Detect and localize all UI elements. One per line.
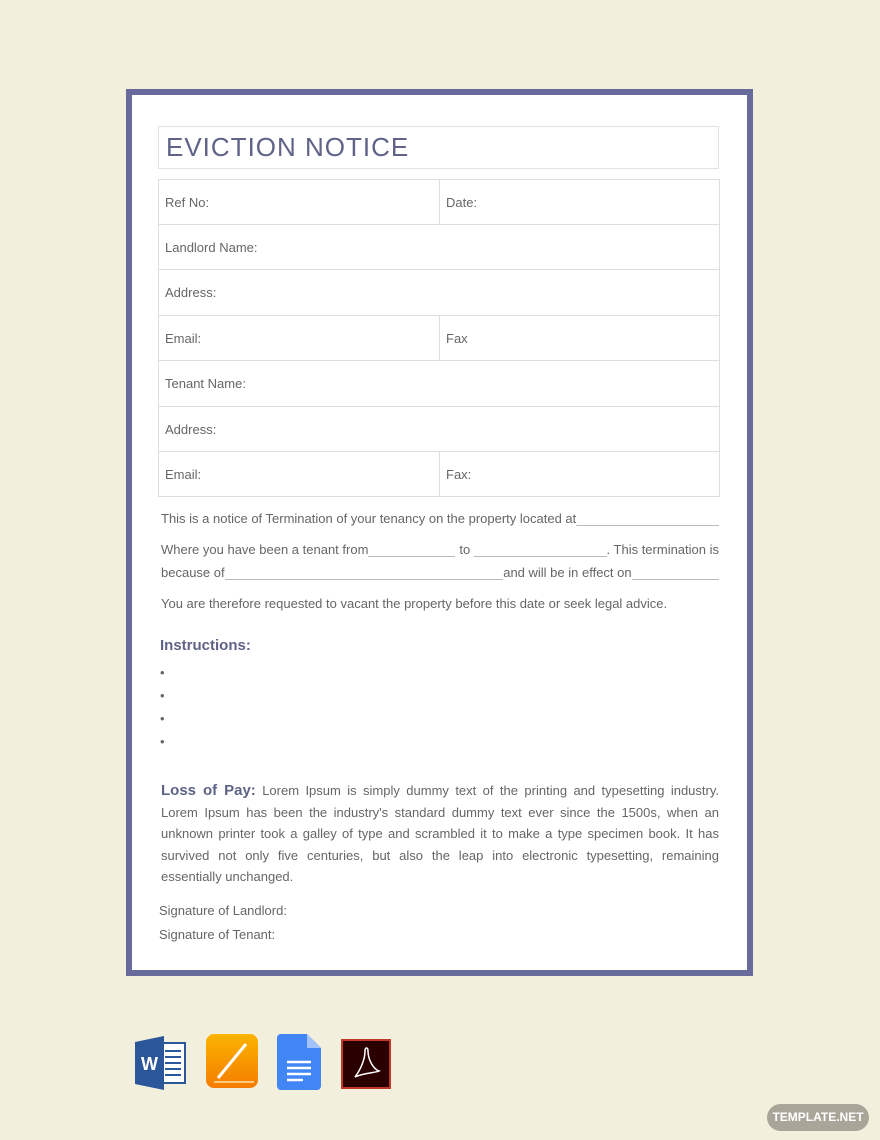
p2d-text: because of bbox=[161, 565, 225, 580]
p2e-text: and will be in effect on bbox=[503, 565, 632, 580]
paragraph-2-line-2 bbox=[161, 563, 719, 583]
paragraph-3: You are therefore requested to vacant the property before this date or seek legal advice. bbox=[161, 596, 668, 611]
landlord-fax-field[interactable]: Fax bbox=[440, 316, 720, 361]
landlord-name-field[interactable]: Landlord Name: bbox=[159, 225, 720, 270]
landlord-signature[interactable]: Signature of Landlord: bbox=[159, 903, 287, 918]
effective-date-blank[interactable] bbox=[632, 564, 719, 580]
landlord-address-field[interactable]: Address: bbox=[159, 270, 720, 316]
paragraph-2-line-1 bbox=[161, 540, 719, 560]
google-docs-icon[interactable] bbox=[277, 1034, 321, 1090]
p1-text: This is a notice of Termination of your tenancy on the property located at bbox=[161, 511, 577, 526]
loss-of-pay-label: Loss of Pay: bbox=[161, 782, 256, 799]
loss-of-pay-paragraph bbox=[161, 780, 719, 888]
ref-field[interactable]: Ref No: bbox=[159, 180, 440, 225]
word-icon[interactable] bbox=[135, 1034, 187, 1090]
bullet: • bbox=[160, 665, 165, 680]
p2b-text: to bbox=[459, 542, 471, 557]
tenant-name-field[interactable]: Tenant Name: bbox=[159, 361, 720, 407]
to-blank[interactable] bbox=[474, 541, 606, 557]
tenant-fax-field[interactable]: Fax: bbox=[440, 452, 720, 497]
instructions-heading: Instructions: bbox=[160, 637, 251, 654]
details-table bbox=[158, 179, 720, 497]
pdf-icon[interactable] bbox=[341, 1039, 391, 1089]
bullet: • bbox=[160, 734, 165, 749]
svg-text:W: W bbox=[141, 1054, 158, 1074]
property-blank[interactable] bbox=[576, 510, 719, 526]
tenant-signature[interactable]: Signature of Tenant: bbox=[159, 927, 276, 942]
bullet: • bbox=[160, 688, 165, 703]
bullet: • bbox=[160, 711, 165, 726]
pages-icon[interactable] bbox=[206, 1034, 258, 1088]
p2c-text: . This termination is bbox=[606, 542, 719, 557]
from-blank[interactable] bbox=[368, 541, 455, 557]
landlord-email-field[interactable]: Email: bbox=[159, 316, 440, 361]
loss-of-pay-text: Lorem Ipsum is simply dummy text of the printing and typesetting industry. Lorem Ipsum has been the industry's standard dummy text ever since the 1500s, when an unknown printer took a galley of type and scrambled it to make a type specimen book. It has survived not only five centuries, but also the leap into electronic typesetting, remaining essentially unchanged. bbox=[161, 783, 719, 884]
title-box bbox=[158, 126, 719, 169]
date-field[interactable]: Date: bbox=[440, 180, 720, 225]
p2a-text: Where you have been a tenant from bbox=[161, 542, 369, 557]
tenant-email-field[interactable]: Email: bbox=[159, 452, 440, 497]
paragraph-1 bbox=[161, 509, 719, 529]
page-title: EVICTION NOTICE bbox=[166, 132, 410, 162]
template-net-badge[interactable]: TEMPLATE.NET bbox=[767, 1104, 869, 1131]
tenant-address-field[interactable]: Address: bbox=[159, 407, 720, 452]
reason-blank[interactable] bbox=[225, 564, 504, 580]
